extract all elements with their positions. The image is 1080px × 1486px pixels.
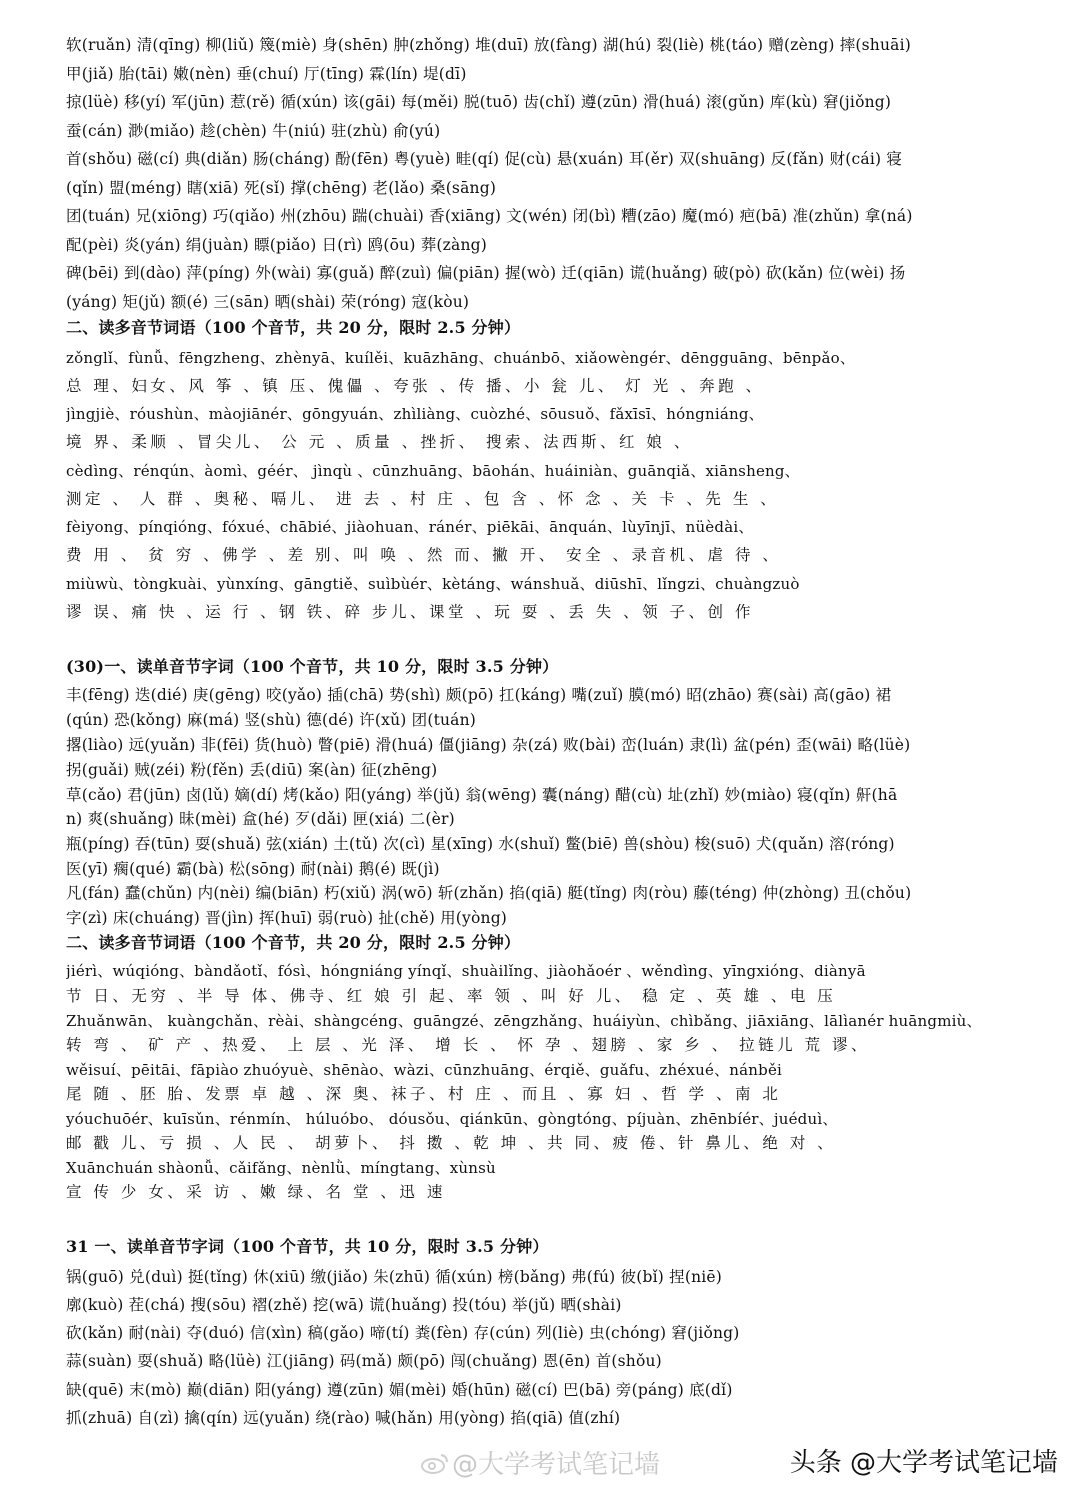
hanzi-line: 总 理、妇女、风 筝 、镇 压、傀儡 、夸张 、传 播、小 瓮 儿、 灯 光 、奔跑 、 [66, 377, 765, 395]
text-line: 软(ruǎn) 清(qīng) 柳(liǔ) 篾(miè) 身(shēn) 肿(zhǒng) 堆(duī) 放(fàng) 湖(hú) 裂(liè) 桃(táo) 赠(zèng) 摔(shuāi) [66, 36, 912, 54]
text-line: n) 爽(shuǎng) 昧(mèi) 盒(hé) 歹(dǎi) 匣(xiá) 二(èr) [66, 810, 455, 828]
weibo-watermark [420, 1444, 660, 1481]
weibo-watermark-text: @大学考试笔记墙 [452, 1450, 661, 1480]
text-line: 撂(liào) 远(yuǎn) 非(fēi) 货(huò) 瞥(piē) 滑(huá) 僵(jiāng) 杂(zá) 败(bài) 峦(luán) 隶(lì) 盆(pén) 歪(wāi) 略(lüè) [66, 736, 911, 754]
text-line: (qún) 恐(kǒng) 麻(má) 竖(shù) 德(dé) 许(xǔ) 团(tuán) [66, 711, 477, 729]
pinyin-line: wěisuí、pēitāi、fāpiào zhuóyuè、shēnào、wàzi、cūnzhuāng、érqiě、guǎfu、zhéxué、nánběi [66, 1061, 783, 1079]
weibo-icon [420, 1451, 450, 1475]
pinyin-line: jìngjiè、róushùn、màojiānér、gōngyuán、zhìliàng、cuòzhé、sōusuǒ、fǎxīsī、hóngniáng、 [66, 405, 764, 423]
text-line: 碑(bēi) 到(dào) 萍(píng) 外(wài) 寡(guǎ) 醉(zuì) 偏(piān) 握(wò) 迁(qiān) 谎(huǎng) 破(pò) 砍(kǎn) 位(wèi) 扬 [66, 264, 906, 282]
text-line: 拐(guǎi) 贼(zéi) 粉(fěn) 丢(diū) 案(àn) 征(zhēng) [66, 761, 438, 779]
text-line: 廓(kuò) 茬(chá) 搜(sōu) 褶(zhě) 挖(wā) 谎(huǎng) 投(tóu) 举(jǔ) 晒(shài) [66, 1296, 622, 1314]
text-line: 字(zì) 床(chuáng) 晋(jìn) 挥(huī) 弱(ruò) 扯(chě) 用(yòng) [66, 909, 508, 927]
section-heading: 二、读多音节词语（100 个音节，共 20 分，限时 2.5 分钟） [66, 933, 521, 952]
hanzi-line: 宣 传 少 女、采 访 、嫩 绿、名 堂 、迅 速 [66, 1183, 446, 1201]
text-line: 草(cǎo) 君(jūn) 卤(lǔ) 嫡(dí) 烤(kǎo) 阳(yáng) 举(jǔ) 翁(wēng) 囊(náng) 醋(cù) 址(zhǐ) 妙(miào) 寝(qǐn) 鼾(hā [66, 786, 898, 804]
text-line: 凡(fán) 蠢(chǔn) 内(nèi) 编(biān) 朽(xiǔ) 涡(wō) 斩(zhǎn) 掐(qiā) 艇(tǐng) 肉(ròu) 藤(téng) 仲(zhòng) 丑(chǒu) [66, 884, 912, 902]
text-line: 砍(kǎn) 耐(nài) 夺(duó) 信(xìn) 稿(gǎo) 啼(tí) 粪(fèn) 存(cún) 列(liè) 虫(chóng) 窘(jiǒng) [66, 1324, 740, 1342]
hanzi-line: 邮 戳 儿、亏 损 、人 民 、 胡萝卜、 抖 擞 、乾 坤 、共 同、疲 倦、针 鼻儿、绝 对 、 [66, 1134, 837, 1152]
pinyin-line: zǒnglǐ、fùnǚ、fēngzheng、zhènyā、kuílěi、kuāzhāng、chuánbō、xiǎowèngér、dēngguāng、bēnpǎo、 [66, 349, 856, 367]
text-line: 掠(lüè) 移(yí) 军(jūn) 惹(rě) 循(xún) 该(gāi) 每(měi) 脱(tuō) 齿(chǐ) 遵(zūn) 滑(huá) 滚(gǔn) 库(kù) 窘(jiǒng) [66, 93, 892, 111]
hanzi-line: 尾 随 、胚 胎、发票 卓 越 、深 奥、袜子、村 庄 、而且 、寡 妇 、哲 学 、南 北 [66, 1085, 782, 1103]
text-line: 甲(jiǎ) 胎(tāi) 嫩(nèn) 垂(chuí) 厅(tīng) 霖(lín) 堤(dī) [66, 65, 467, 83]
hanzi-line: 境 界、柔顺 、冒尖儿、 公 元 、质量 、挫折、 搜索、法西斯、红 娘 、 [66, 433, 693, 451]
footer-watermarks [0, 1438, 1080, 1478]
text-line: 蚕(cán) 渺(miǎo) 趁(chèn) 牛(niú) 驻(zhù) 俞(yú) [66, 122, 441, 140]
pinyin-line: jiérì、wúqióng、bàndǎotǐ、fósì、hóngniáng yínqǐ、shuàilǐng、jiàohǎoér 、wěndìng、yīngxióng、diànyā [66, 962, 866, 980]
text-line: 抓(zhuā) 自(zì) 擒(qín) 远(yuǎn) 绕(rào) 喊(hǎn) 用(yòng) 掐(qiā) 值(zhí) [66, 1409, 621, 1427]
hanzi-line: 测定 、 人 群 、奥秘、嗝儿、 进 去 、村 庄 、包 含 、怀 念 、关 卡 、先 生 、 [66, 490, 780, 508]
hanzi-line: 费 用 、 贫 穷 、佛学 、差 别、叫 唤 、然 而、撇 开、 安全 、录音机、虐 待 、 [66, 546, 782, 564]
text-line: 丰(fēng) 迭(dié) 庚(gēng) 咬(yǎo) 插(chā) 势(shì) 颇(pō) 扛(káng) 嘴(zuǐ) 膜(mó) 昭(zhāo) 赛(sài) 高(gāo) 裙 [66, 686, 892, 704]
text-line: 缺(quē) 末(mò) 巅(diān) 阳(yáng) 遵(zūn) 媚(mèi) 婚(hūn) 磁(cí) 巴(bā) 旁(páng) 底(dǐ) [66, 1381, 733, 1399]
pinyin-line: Xuānchuán shàonǚ、cǎifǎng、nènlǜ、míngtang、xùnsù [66, 1159, 496, 1177]
section-heading: (30)一、读单音节字词（100 个音节，共 10 分，限时 3.5 分钟） [66, 657, 559, 676]
hanzi-line: 转 弯 、 矿 产 、热爱、 上 层 、光 泽、 增 长 、 怀 孕 、翅膀 、家 乡 、 拉链儿 荒 谬、 [66, 1036, 870, 1054]
text-line: 配(pèi) 炎(yán) 绢(juàn) 瞟(piǎo) 日(rì) 鸥(ōu) 葬(zàng) [66, 236, 488, 254]
text-line: (qǐn) 盟(méng) 瞎(xiā) 死(sǐ) 撑(chēng) 老(lǎo) 桑(sāng) [66, 179, 497, 197]
pinyin-line: fèiyong、pínqióng、fóxué、chābié、jiàohuan、ránér、piēkāi、ānquán、lùyīnjī、nüèdài、 [66, 518, 754, 536]
text-line: 医(yī) 瘸(qué) 霸(bà) 松(sōng) 耐(nài) 鹅(é) 既(jì) [66, 860, 440, 878]
pinyin-line: cèdìng、rénqún、àomì、géér、 jìnqù 、cūnzhuāng、bāohán、huáiniàn、guānqiǎ、xiānsheng、 [66, 462, 800, 480]
text-line: 蒜(suàn) 耍(shuǎ) 略(lüè) 江(jiāng) 码(mǎ) 颇(pō) 闯(chuǎng) 恩(ēn) 首(shǒu) [66, 1352, 662, 1370]
text-line: 团(tuán) 兄(xiōng) 巧(qiǎo) 州(zhōu) 踹(chuài) 香(xiāng) 文(wén) 闭(bì) 糟(zāo) 魔(mó) 疤(bā) 准(zhǔn) 拿(ná) [66, 207, 913, 225]
hanzi-line: 谬 误、痛 快 、运 行 、钢 铁、碎 步儿、课堂 、玩 耍 、丢 失 、领 子、创 作 [66, 603, 754, 621]
text-line: 锅(guō) 兑(duì) 挺(tǐng) 休(xiū) 缴(jiǎo) 朱(zhū) 循(xún) 榜(bǎng) 弗(fú) 彼(bǐ) 捏(niē) [66, 1268, 723, 1286]
hanzi-line: 节 日、无穷 、半 导 体、佛寺、红 娘 引 起、率 领 、叫 好 儿、 稳 定 、英 雄 、电 压 [66, 987, 837, 1005]
pinyin-line: yóuchuōér、kuīsǔn、rénmín、 húluóbo、 dóusǒu、qiánkūn、gòngtóng、píjuàn、zhēnbíér、juéduì、 [66, 1110, 838, 1128]
text-line: 瓶(píng) 吞(tūn) 耍(shuǎ) 弦(xián) 土(tǔ) 次(cì) 星(xīng) 水(shuǐ) 鳖(biē) 兽(shòu) 梭(suō) 犬(quǎn) 溶(róng) [66, 835, 895, 853]
pinyin-line: miùwù、tòngkuài、yùnxíng、gāngtiě、suìbùér、kètáng、wánshuǎ、diūshī、lǐngzi、chuàngzuò [66, 575, 800, 593]
section-heading: 二、读多音节词语（100 个音节，共 20 分，限时 2.5 分钟） [66, 318, 521, 337]
text-line: (yáng) 矩(jǔ) 额(é) 三(sān) 晒(shài) 荣(róng) 寇(kòu) [66, 293, 470, 311]
text-line: 首(shǒu) 磁(cí) 典(diǎn) 肠(cháng) 酚(fēn) 粤(yuè) 畦(qí) 促(cù) 悬(xuán) 耳(ěr) 双(shuāng) 反(fǎn) 财(cái) 寝 [66, 150, 903, 168]
toutiao-watermark: 头条 @大学考试笔记墙 [789, 1448, 1058, 1478]
pinyin-line: Zhuǎnwān、 kuàngchǎn、rèài、shàngcéng、guāngzé、zēngzhǎng、huáiyùn、chìbǎng、jiāxiāng、lālìanér huāngmiù、 [66, 1012, 982, 1030]
section-heading: 31 一、读单音节字词（100 个音节，共 10 分，限时 3.5 分钟） [66, 1237, 549, 1256]
